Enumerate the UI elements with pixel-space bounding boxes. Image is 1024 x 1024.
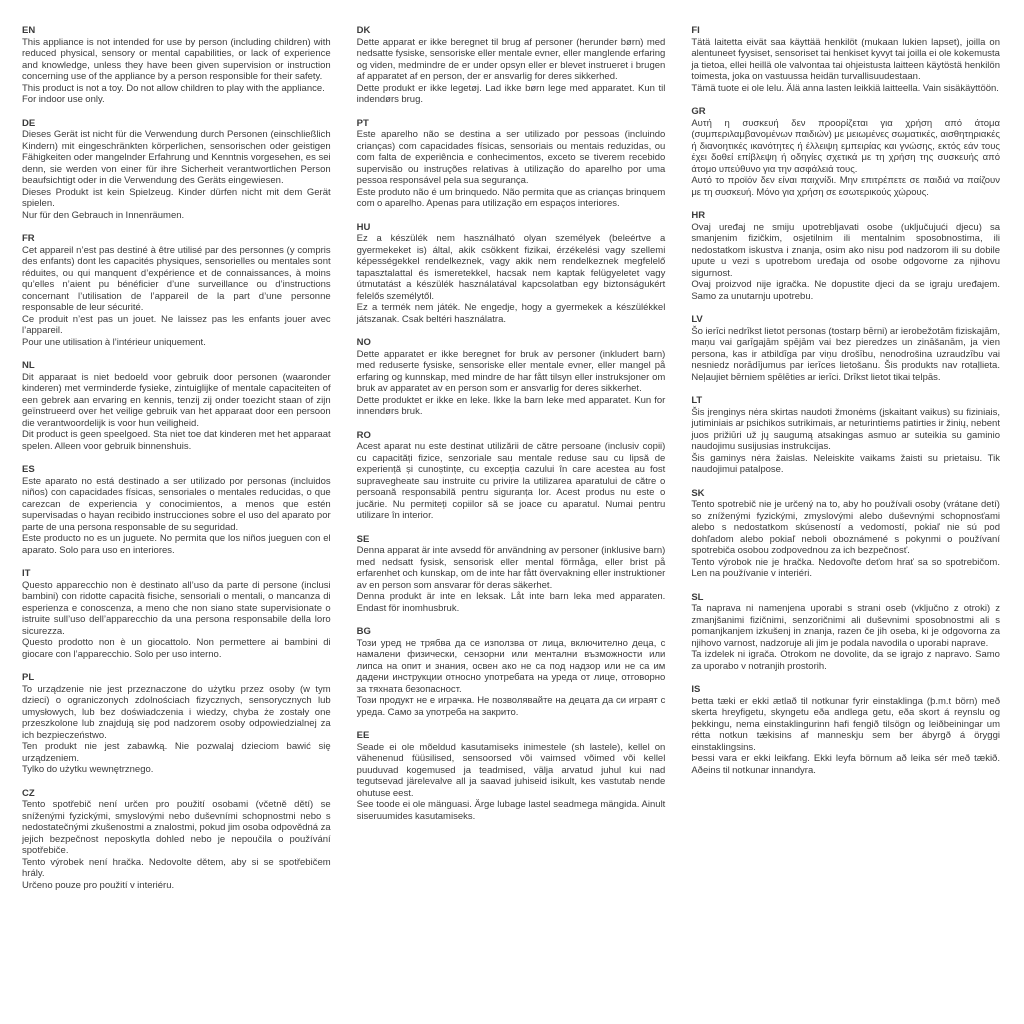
language-section-de bbox=[22, 118, 331, 222]
safety-paragraph: Este aparato no está destinado a ser utilizado por personas (incluidos niños) con capacidades físicas, sensoriales o mentales reducidas, o que carezcan de experiencia y conocimientos, a menos que estén supervisadas o hayan recibido instrucciones sobre el uso del aparato por parte de una persona responsable de su seguridad. bbox=[22, 475, 331, 533]
language-code-label: EN bbox=[22, 25, 36, 36]
language-section-is bbox=[691, 684, 1000, 776]
safety-paragraph: Αυτή η συσκευή δεν προορίζεται για χρήση από άτομα (συμπεριλαμβανομένων παιδιών) με μειωμένες σωματικές, αισθητηριακές ή διανοητικές ικανότητες ή έλλειψη εμπειρίας και γνώσης, εκτός εάν τους έχει δοθεί επίβλεψη ή οδηγίες σχετικά με τη χρήση της συσκευής από άτομο υπεύθυνο για την ασφάλειά τους. bbox=[691, 117, 1000, 175]
language-section-pt bbox=[357, 118, 666, 210]
safety-paragraph: Šo ierīci nedrīkst lietot personas (tostarp bērni) ar ierobežotām fiziskajām, maņu vai garīgajām spējām vai bez pieredzes un zināšanām, ja vien persona, kas ir atbildīga par viņu drošību, nenodrošina uzraudzību vai nesniedz norādījumus par ierīces lietošanu. Šis produkts nav rotaļlieta. Neļaujiet bērniem spēlēties ar ierīci. Drīkst lietot tikai telpās. bbox=[691, 325, 1000, 383]
safety-paragraph: Dette apparatet er ikke beregnet for bruk av personer (inkludert barn) med reduserte fysiske, sensoriske eller mentale evner, eller mangel på erfaring og kunnskap, med mindre de har fått tilsyn eller instruksjoner om bruk av apparatet av en person som er ansvarlig for deres sikkerhet. bbox=[356, 348, 666, 394]
safety-paragraph: Nur für den Gebrauch in Innenräumen. bbox=[22, 209, 185, 221]
language-code-label: SL bbox=[691, 591, 704, 603]
safety-paragraph: Este produto não é um brinquedo. Não permita que as crianças brinquem com o aparelho. Apenas para utilização em espaços interiores. bbox=[356, 186, 666, 209]
language-code-label: HR bbox=[691, 210, 706, 221]
safety-paragraph: To urządzenie nie jest przeznaczone do użytku przez osoby (w tym dzieci) o ograniczonych zdolnościach fizycznych, sensorycznych lub umysłowych, lub bez doświadczenia i wiedzy, chyba że zostały one przeszkolone lub znajdują się pod nadzorem osoby odpowiedzialnej za ich bezpieczeństwo. bbox=[22, 683, 331, 741]
language-section-hr bbox=[691, 210, 1000, 302]
language-code-label: IT bbox=[22, 568, 31, 579]
language-code-label: PT bbox=[356, 117, 369, 129]
safety-paragraph: Questo apparecchio non è destinato all’uso da parte di persone (inclusi bambini) con ridotte capacità fisiche, sensoriali o mentali, o mancanza di esperienza e conoscenza, a meno che non siano state supervisionate o istruite sull’uso dell’apparecchio da una persona responsabile della loro sicurezza. bbox=[22, 579, 331, 637]
language-code-label: FI bbox=[691, 25, 700, 36]
safety-paragraph: Tylko do użytku wewnętrznego. bbox=[22, 764, 154, 775]
safety-paragraph: Acest aparat nu este destinat utilizării de către persoane (inclusiv copii) cu capacități fizice, senzoriale sau mentale reduse sau cu lipsă de experiență și cunoștințe, cu excepția cazului în care acestea au fost supravegheate sau instruite cu privire la utilizarea aparatului de către o persoană responsabilă pentru siguranța lor. Acest produs nu este o jucărie. Nu permiteți copiilor să se joace cu aparatul. Numai pentru utilizare în interior. bbox=[356, 441, 666, 521]
column-middle bbox=[357, 25, 666, 1000]
language-code-label: DK bbox=[356, 25, 371, 36]
safety-paragraph: Dieses Produkt ist kein Spielzeug. Kinder dürfen nicht mit dem Gerät spielen. bbox=[22, 186, 331, 209]
language-code-label: IS bbox=[691, 684, 701, 695]
language-section-pl bbox=[22, 672, 331, 776]
safety-paragraph: This product is not a toy. Do not allow children to play with the appliance. bbox=[22, 82, 325, 94]
safety-paragraph: Pour une utilisation à l’intérieur uniquement. bbox=[22, 336, 206, 348]
safety-paragraph: Ten produkt nie jest zabawką. Nie pozwalaj dzieciom bawić się urządzeniem. bbox=[22, 741, 331, 764]
language-section-bg bbox=[357, 626, 666, 718]
safety-paragraph: Určeno pouze pro použití v interiéru. bbox=[22, 879, 175, 891]
language-code-label: GR bbox=[691, 106, 706, 117]
safety-paragraph: Ta naprava ni namenjena uporabi s strani oseb (vključno z otroki) z zmanjšanimi fizičnimi, senzoričnimi ali duševnimi sposobnostmi ali s pomanjkanjem izkušenj in znanja, razen če jih oseba, ki je odgovorna za njihovo varnost, nadzoruje ali jim je podala navodila o uporabi naprave. bbox=[691, 603, 1000, 649]
column-left bbox=[22, 25, 331, 1000]
safety-paragraph: Este producto no es un juguete. No permita que los niños jueguen con el aparato. Solo para uso en interiores. bbox=[22, 533, 331, 556]
language-section-dk bbox=[357, 25, 666, 106]
safety-paragraph: Seade ei ole mõeldud kasutamiseks inimestele (sh lastele), kellel on vähenenud füüsilised, sensoorsed või vaimsed võimed või kellel puuduvad kogemused ja teadmised, välja arvatud juhul kui nad tegutsevad järelevalve all ja saavad juhiseid isikult, kes vastutab nende ohutuse eest. bbox=[356, 741, 666, 799]
language-section-se bbox=[357, 534, 666, 615]
language-code-label: LV bbox=[691, 314, 703, 325]
language-section-no bbox=[357, 337, 666, 418]
language-section-it bbox=[22, 568, 331, 660]
safety-paragraph: Cet appareil n’est pas destiné à être utilisé par des personnes (y compris des enfants) dont les capacités physiques, sensorielles ou mentales sont réduites, ou qui manquent d’expérience et de connaissances, à moins qu’elles n’aient pu bénéficier d’une surveillance ou d’instructions concernant l’utilisation de l’appareil de la part d’une personne responsable de leur sécurité. bbox=[22, 244, 331, 313]
column-right bbox=[691, 25, 1000, 1000]
safety-paragraph: Este aparelho não se destina a ser utilizado por pessoas (incluindo crianças) com capacidades físicas, sensoriais ou mentais reduzidas, ou com falta de experiência e conhecimentos, exceto se tiverem recebido supervisão ou instruções relativas à utilização do aparelho por uma pessoa responsável pela sua segurança. bbox=[356, 129, 666, 186]
safety-paragraph: Този уред не трябва да се използва от лица, включително деца, с намалени физически, сензорни или ментални възможности или липса на опит и знания, освен ако не са под надзор или не са им дадени инструкции относно употребата на уреда от лице, отговорно за тяхната безопасност. bbox=[356, 637, 666, 695]
language-section-fi bbox=[691, 25, 1000, 94]
language-section-sk bbox=[691, 488, 1000, 580]
language-section-lt bbox=[691, 395, 1000, 476]
language-section-ee bbox=[357, 730, 666, 822]
safety-paragraph: Questo prodotto non è un giocattolo. Non permettere ai bambini di giocare con l’apparecchio. Solo per uso interno. bbox=[22, 637, 331, 660]
safety-paragraph: Dette apparat er ikke beregnet til brug af personer (herunder børn) med nedsatte fysiske, sensoriske eller mentale evner, eller manglende erfaring og viden, medmindre de er under opsyn eller er blevet instrueret i brugen af apparatet af en person, der er ansvarlig for deres sikkerhed. bbox=[356, 36, 666, 82]
safety-paragraph: Tento výrobok nie je hračka. Nedovoľte deťom hrať sa so spotrebičom. Len na používanie v interiéri. bbox=[691, 556, 1000, 579]
language-section-hu bbox=[357, 222, 666, 326]
language-code-label: NL bbox=[22, 360, 35, 371]
safety-paragraph: Ovaj proizvod nije igračka. Ne dopustite djeci da se igraju uređajem. Samo za unutarnju upotrebu. bbox=[691, 279, 1000, 302]
safety-paragraph: Denna apparat är inte avsedd för användning av personer (inklusive barn) med nedsatt fysisk, sensorisk eller mental förmåga, eller brist på erfarenhet och kunskap, om de inte har fått övervakning eller instruktioner av en person som ansvarar för deras säkerhet. bbox=[356, 545, 666, 591]
safety-paragraph: For indoor use only. bbox=[22, 94, 105, 105]
safety-paragraph: Tento spotrebič nie je určený na to, aby ho používali osoby (vrátane detí) so zníženými fyzickými, zmyslovými alebo duševnými schopnosťami alebo s nedostatkom skúseností a vedomostí, pokiaľ nie sú pod dohľadom alebo pokiaľ neboli oboznámené s pokynmi o používaní spotrebiča osobou zodpovednou za ich bezpečnosť. bbox=[691, 499, 1000, 556]
language-code-label: BG bbox=[356, 626, 371, 637]
safety-paragraph: Dit apparaat is niet bedoeld voor gebruik door personen (waaronder kinderen) met verminderde fysieke, zintuiglijke of mentale capaciteiten of een gebrek aan ervaring en kennis, tenzij zij onder toezicht staan of zijn geïnstrueerd over het veilige gebruik van het apparaat door een persoon die verantwoordelijk is voor hun veiligheid. bbox=[22, 371, 331, 429]
safety-paragraph: Šis gaminys nėra žaislas. Neleiskite vaikams žaisti su prietaisu. Tik naudojimui patalpose. bbox=[691, 452, 1000, 475]
language-section-sl bbox=[691, 592, 1000, 673]
safety-paragraph: See toode ei ole mänguasi. Ärge lubage lastel seadmega mängida. Ainult siseruumides kasutamiseks. bbox=[356, 799, 666, 822]
safety-paragraph: Tätä laitetta eivät saa käyttää henkilöt (mukaan lukien lapset), joilla on alentuneet fyysiset, sensoriset tai henkiset kyvyt tai joilla ei ole kokemusta ja tietoa, ellei heillä ole valvontaa tai ohjeistusta laitteen käytöstä henkilön toimesta, joka on vastuussa heidän turvallisuudestaan. bbox=[691, 36, 1000, 82]
language-section-gr bbox=[691, 106, 1000, 198]
safety-paragraph: Ez a termék nem játék. Ne engedje, hogy a gyermekek a készülékkel játszanak. Csak beltéri használatra. bbox=[356, 302, 666, 325]
safety-paragraph: Dit product is geen speelgoed. Sta niet toe dat kinderen met het apparaat spelen. Alleen voor gebruik binnenshuis. bbox=[22, 429, 331, 452]
safety-paragraph: Ce produit n’est pas un jouet. Ne laissez pas les enfants jouer avec l’appareil. bbox=[22, 313, 331, 336]
language-code-label: FR bbox=[22, 233, 35, 244]
language-code-label: ES bbox=[22, 464, 35, 475]
safety-paragraph: Denna produkt är inte en leksak. Låt inte barn leka med apparaten. Endast för inomhusbruk. bbox=[356, 591, 666, 614]
safety-paragraph: Þessi vara er ekki leikfang. Ekki leyfa börnum að leika sér með tækið. Aðeins til notkunar innandyra. bbox=[691, 753, 1000, 776]
safety-paragraph: Tento výrobek není hračka. Nedovolte dětem, aby si se spotřebičem hrály. bbox=[22, 856, 331, 879]
safety-paragraph: Αυτό το προϊόν δεν είναι παιχνίδι. Μην επιτρέπετε σε παιδιά να παίζουν με τη συσκευή. Μόνο για χρήση σε εσωτερικούς χώρους. bbox=[691, 175, 1000, 198]
language-section-fr bbox=[22, 233, 331, 348]
safety-paragraph: This appliance is not intended for use by person (including children) with reduced physical, sensory or mental capabilities, or lack of experience and knowledge, unless they have been given supervision or instruction concerning use of the appliance by a person responsible for their safety. bbox=[22, 36, 331, 82]
language-code-label: HU bbox=[356, 221, 371, 233]
language-code-label: NO bbox=[356, 337, 371, 348]
language-section-ro bbox=[357, 430, 666, 522]
language-code-label: PL bbox=[22, 672, 35, 683]
safety-paragraph: Šis įrenginys nėra skirtas naudoti žmonėms (įskaitant vaikus) su fiziniais, jutiminiais ar psichikos sutrikimais, ar neturintiems patirties ir žinių, nebent juos prižiūri už jų saugumą atsakingas asmuo ar suteikia su gaminio naudojimu susijusias instrukcijas. bbox=[691, 406, 1000, 452]
language-code-label: CZ bbox=[22, 787, 35, 799]
safety-paragraph: Dieses Gerät ist nicht für die Verwendung durch Personen (einschließlich Kindern) mit eingeschränkten körperlichen, sensorischen oder geistigen Fähigkeiten oder mangelnder Erfahrung und Kenntnis vorgesehen, es sei denn, sie werden von einer für ihre Sicherheit verantwortlichen Person beaufsichtigt oder in die Verwendung des Geräts eingewiesen. bbox=[22, 129, 331, 186]
language-code-label: SE bbox=[356, 533, 370, 545]
safety-paragraph: Този продукт не е играчка. Не позволявайте на децата да си играят с уреда. Само за употреба на закрито. bbox=[356, 695, 666, 718]
safety-paragraph: Tämä tuote ei ole lelu. Älä anna lasten leikkiä laitteella. Vain sisäkäyttöön. bbox=[691, 82, 999, 94]
language-code-label: LT bbox=[691, 395, 703, 406]
language-code-label: RO bbox=[356, 429, 371, 441]
language-code-label: SK bbox=[691, 487, 705, 499]
safety-paragraph: Þetta tæki er ekki ætlað til notkunar fyrir einstaklinga (þ.m.t börn) með skerta hreyfigetu, skyngetu eða andlega getu, eða skort á reynslu og þekkingu, nema einstaklingurinn hafi fengið tilsögn og leiðbeiningar um rétta notkun tækisins af manneskju sem ber ábyrgð á öryggi einstaklingsins. bbox=[691, 695, 1000, 753]
safety-paragraph: Tento spotřebič není určen pro použití osobami (včetně dětí) se sníženými fyzickými, smyslovými nebo duševními schopnostmi nebo s nedostatečnými zkušenostmi a znalostmi, pokud jim osoba odpovědná za jejich bezpečnost neposkytla dohled nebo je nepoučila o používání spotřebiče. bbox=[22, 799, 331, 856]
language-code-label: DE bbox=[22, 117, 36, 129]
safety-paragraph: Dette produkt er ikke legetøj. Lad ikke børn lege med apparatet. Kun til indendørs brug. bbox=[356, 82, 666, 105]
language-section-es bbox=[22, 464, 331, 556]
safety-paragraph: Dette produktet er ikke en leke. Ikke la barn leke med apparatet. Kun for innendørs bruk. bbox=[356, 394, 666, 417]
language-section-lv bbox=[691, 314, 1000, 383]
safety-paragraph: Ez a készülék nem használható olyan személyek (beleértve a gyermekeket is) által, akik csökkent fizikai, érzékelési vagy szellemi képességekkel rendelkeznek, vagy akik nem rendelkeznek megfelelő tapasztalattal és ismeretekkel, hacsak nem kaptak felügyeletet vagy útmutatást a készülék használatával kapcsolatban egy biztonságukért felelős személytől. bbox=[356, 233, 666, 302]
language-code-label: EE bbox=[356, 730, 370, 741]
language-section-en bbox=[22, 25, 331, 106]
safety-paragraph: Ta izdelek ni igrača. Otrokom ne dovolite, da se igrajo z napravo. Samo za uporabo v notranjih prostorih. bbox=[691, 649, 1000, 672]
safety-paragraph: Ovaj uređaj ne smiju upotrebljavati osobe (uključujući djecu) sa smanjenim fizičkim, osjetilnim ili mentalnim sposobnostima, ili nedostatkom iskustva i znanja, osim ako nisu pod nadzorom ili su dobile upute u vezi s upotrebom uređaja od osobe odgovorne za njihovu sigurnost. bbox=[691, 221, 1000, 279]
language-section-nl bbox=[22, 360, 331, 452]
language-section-cz bbox=[22, 788, 331, 892]
